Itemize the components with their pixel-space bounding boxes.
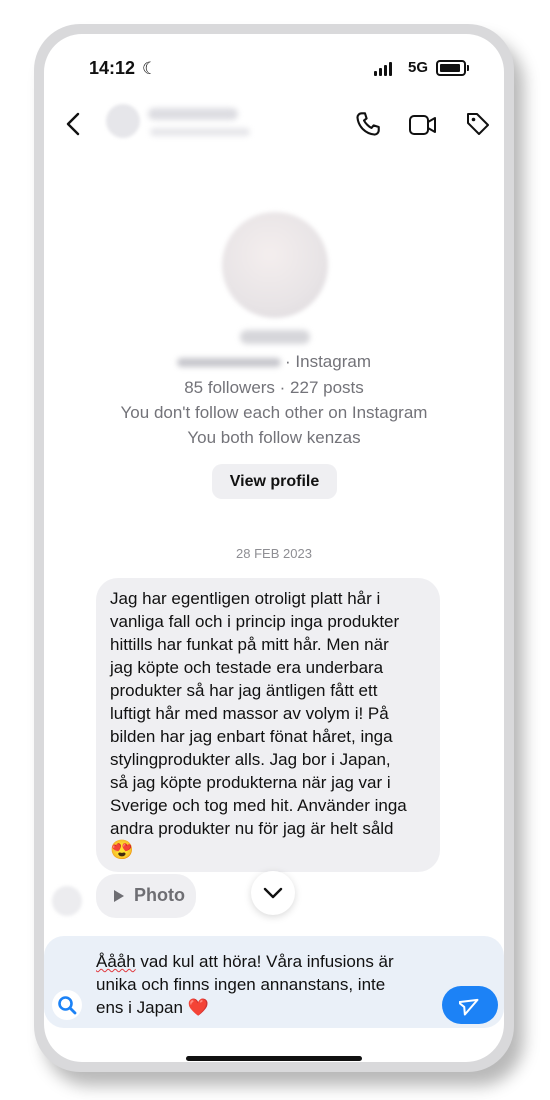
misspelled-word: Åååh [96, 952, 136, 971]
photo-label: Photo [134, 885, 185, 905]
message-line: jag köpte och testade era underbara [110, 658, 384, 677]
follow-status: You don't follow each other on Instagram [120, 403, 428, 422]
composer-line: unika och finns ingen annanstans, inte [96, 975, 386, 994]
message-line: hittills har funkat på mitt hår. Men när [110, 635, 389, 654]
battery-icon [436, 60, 466, 76]
search-button[interactable] [52, 990, 82, 1020]
search-icon [56, 994, 78, 1016]
message-bubble[interactable] [96, 578, 440, 872]
network-type: 5G [408, 59, 429, 76]
message-line: så jag köpte produkterna när jag var i [110, 773, 391, 792]
phone-frame [34, 24, 514, 1072]
profile-stats: 85 followers · 227 posts [184, 378, 364, 397]
heart-eyes-emoji: 😍 [110, 840, 134, 861]
message-line: bilden har jag enbart fönat håret, inga [110, 727, 393, 746]
chat-screen [44, 34, 504, 1062]
home-indicator [186, 1056, 362, 1061]
chevron-down-icon [261, 883, 285, 903]
moon-icon: ☾ [142, 59, 158, 78]
message-line: Sverige och tog med hit. Använder inga [110, 796, 407, 815]
mutual-follow: You both follow kenzas [187, 428, 361, 447]
profile-avatar[interactable] [222, 212, 328, 318]
message-line: Jag har egentligen otroligt platt hår i [110, 589, 381, 608]
date-divider: 28 FEB 2023 [236, 546, 312, 561]
send-icon [459, 994, 481, 1016]
tag-icon[interactable] [464, 110, 492, 138]
profile-handle-line [44, 352, 504, 372]
play-icon [114, 890, 124, 902]
heart-emoji: ❤️ [187, 998, 209, 1017]
message-line: luftigt hår med massor av volym i! På [110, 704, 389, 723]
profile-name-redacted [240, 330, 310, 344]
phone-icon[interactable] [354, 110, 382, 138]
composer-line: vad kul att höra! Våra infusions är [135, 952, 394, 971]
header-username-redacted[interactable] [148, 108, 238, 120]
message-line: stylingprodukter alls. Jag bor i Japan, [110, 750, 391, 769]
sender-avatar[interactable] [52, 886, 82, 916]
message-line: andra produkter nu för jag är helt såld [110, 819, 394, 838]
photo-attachment[interactable] [96, 874, 196, 918]
profile-platform: Instagram [295, 352, 371, 371]
video-camera-icon[interactable] [408, 112, 438, 138]
scroll-down-button[interactable] [251, 871, 295, 915]
profile-handle-redacted [177, 358, 281, 367]
message-input[interactable] [96, 950, 436, 1019]
signal-icon [374, 62, 392, 76]
status-time: 14:12 [89, 58, 136, 78]
handle-separator: · [285, 352, 296, 371]
header-activity-redacted [150, 128, 250, 136]
message-line: produkter så har jag äntligen fått ett [110, 681, 378, 700]
view-profile-button[interactable]: View profile [212, 464, 337, 499]
chevron-left-icon[interactable] [62, 110, 86, 138]
header-avatar[interactable] [106, 104, 140, 138]
composer-line: ens i Japan [96, 998, 188, 1017]
send-button[interactable] [442, 986, 498, 1024]
message-composer[interactable] [44, 936, 504, 1028]
message-line: vanliga fall och i princip inga produkter [110, 612, 400, 631]
